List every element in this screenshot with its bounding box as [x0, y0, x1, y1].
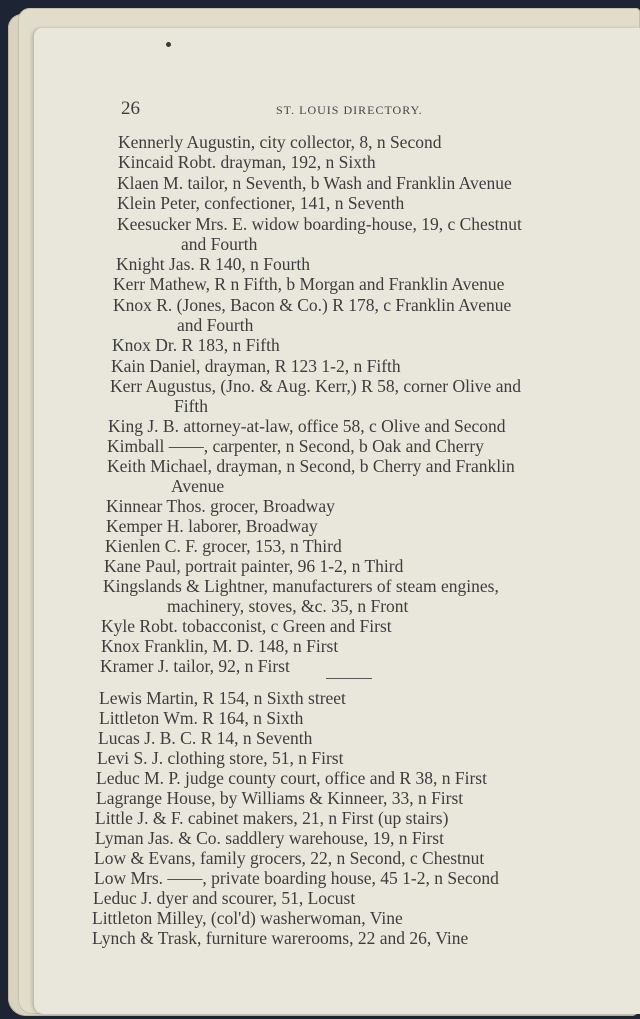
- directory-entry: [117, 173, 512, 193]
- entry-continuation: Avenue: [171, 476, 225, 496]
- directory-entry: [116, 254, 310, 274]
- entry-text: Littleton Wm. R 164, n Sixth: [99, 708, 304, 728]
- directory-entry: [112, 335, 280, 355]
- directory-entry: [94, 848, 484, 868]
- entry-text: Kinnear Thos. grocer, Broadway: [106, 496, 335, 516]
- entry-text: Lyman Jas. & Co. saddlery warehouse, 19, n First: [95, 828, 444, 848]
- entry-text: Low Mrs. ——, private boarding house, 45 1-2, n Second: [94, 868, 499, 888]
- directory-entry: [97, 748, 343, 768]
- directory-entry: [98, 728, 312, 748]
- entry-continuation: and Fourth: [181, 234, 258, 254]
- page-header: [0, 98, 640, 122]
- entry-text: Kyle Robt. tobacconist, c Green and First: [101, 616, 392, 636]
- directory-entry: [99, 708, 303, 728]
- directory-entry: [107, 436, 484, 456]
- entry-text: Lynch & Trask, furniture warerooms, 22 and 26, Vine: [92, 928, 469, 948]
- directory-entry: [92, 928, 468, 948]
- directory-entry: [104, 556, 403, 576]
- directory-entry: [117, 193, 404, 213]
- entry-text: Levi S. J. clothing store, 51, n First: [97, 748, 344, 768]
- directory-entry: [113, 295, 511, 335]
- directory-entry: [106, 496, 335, 516]
- entry-text: Kane Paul, portrait painter, 96 1-2, n Third: [104, 556, 404, 576]
- entry-text: Lewis Martin, R 154, n Sixth street: [99, 688, 346, 708]
- entry-text: Kemper H. laborer, Broadway: [106, 516, 318, 536]
- entry-text: Klaen M. tailor, n Seventh, b Wash and Franklin Avenue: [117, 173, 512, 193]
- entry-text: Klein Peter, confectioner, 141, n Seventh: [117, 193, 405, 213]
- directory-entry: [96, 788, 463, 808]
- entry-text: Keith Michael, drayman, n Second, b Cherry and Franklin: [107, 456, 515, 476]
- directory-entry: [101, 636, 338, 656]
- entry-text: Leduc M. P. judge county court, office and R 38, n First: [96, 768, 487, 788]
- directory-entry: [101, 616, 392, 636]
- entry-text: Kerr Mathew, R n Fifth, b Morgan and Franklin Avenue: [113, 274, 505, 294]
- entry-text: Kingslands & Lightner, manufacturers of steam engines,: [103, 576, 499, 596]
- entry-text: Kincaid Robt. drayman, 192, n Sixth: [118, 152, 376, 172]
- entry-text: Kennerly Augustin, city collector, 8, n Second: [118, 132, 442, 152]
- directory-entry: [105, 536, 342, 556]
- directory-entry: [95, 808, 448, 828]
- directory-entry: [111, 356, 401, 376]
- directory-entry: [118, 132, 441, 152]
- directory-entry: [107, 456, 515, 496]
- directory-entry: [110, 376, 521, 416]
- entry-text: Little J. & F. cabinet makers, 21, n First (up stairs): [95, 808, 449, 828]
- entry-text: Kain Daniel, drayman, R 123 1-2, n Fifth: [111, 356, 401, 376]
- entry-text: Low & Evans, family grocers, 22, n Second, c Chestnut: [94, 848, 485, 868]
- directory-entry: [95, 828, 444, 848]
- entry-text: Kimball ——, carpenter, n Second, b Oak and Cherry: [107, 436, 484, 456]
- entry-continuation: Fifth: [174, 396, 209, 416]
- entry-text: Knox R. (Jones, Bacon & Co.) R 178, c Franklin Avenue: [113, 295, 512, 315]
- entry-text: Kramer J. tailor, 92, n First: [100, 656, 290, 676]
- directory-entry: [100, 656, 290, 676]
- entry-text: Kienlen C. F. grocer, 153, n Third: [105, 536, 342, 556]
- entry-text: Lucas J. B. C. R 14, n Seventh: [98, 728, 313, 748]
- directory-entry: [96, 768, 487, 788]
- section-divider: [326, 678, 372, 679]
- directory-entry: [92, 908, 403, 928]
- entry-text: Keesucker Mrs. E. widow boarding-house, 19, c Chestnut: [117, 214, 522, 234]
- entry-continuation: and Fourth: [177, 315, 254, 335]
- page-number: 26: [121, 98, 140, 119]
- directory-entry: [106, 516, 318, 536]
- directory-entry: [117, 214, 522, 254]
- ink-spot: [166, 42, 171, 47]
- entry-continuation: machinery, stoves, &c. 35, n Front: [167, 596, 409, 616]
- entry-text: Knight Jas. R 140, n Fourth: [116, 254, 310, 274]
- entry-text: Knox Franklin, M. D. 148, n First: [101, 636, 339, 656]
- directory-entry: [108, 416, 506, 436]
- directory-entry: [113, 274, 504, 294]
- entry-text: Knox Dr. R 183, n Fifth: [112, 335, 280, 355]
- directory-entry: [94, 868, 499, 888]
- running-head: ST. LOUIS DIRECTORY.: [276, 103, 423, 117]
- directory-entry: [93, 888, 355, 908]
- entry-text: Leduc J. dyer and scourer, 51, Locust: [93, 888, 356, 908]
- entry-text: Kerr Augustus, (Jno. & Aug. Kerr,) R 58, corner Olive and: [110, 376, 521, 396]
- directory-entry: [118, 152, 376, 172]
- entry-text: Littleton Milley, (col'd) washerwoman, Vine: [92, 908, 403, 928]
- directory-entry: [99, 688, 346, 708]
- entry-text: Lagrange House, by Williams & Kinneer, 33, n First: [96, 788, 464, 808]
- directory-entry: [103, 576, 499, 616]
- entry-text: King J. B. attorney-at-law, office 58, c Olive and Second: [108, 416, 506, 436]
